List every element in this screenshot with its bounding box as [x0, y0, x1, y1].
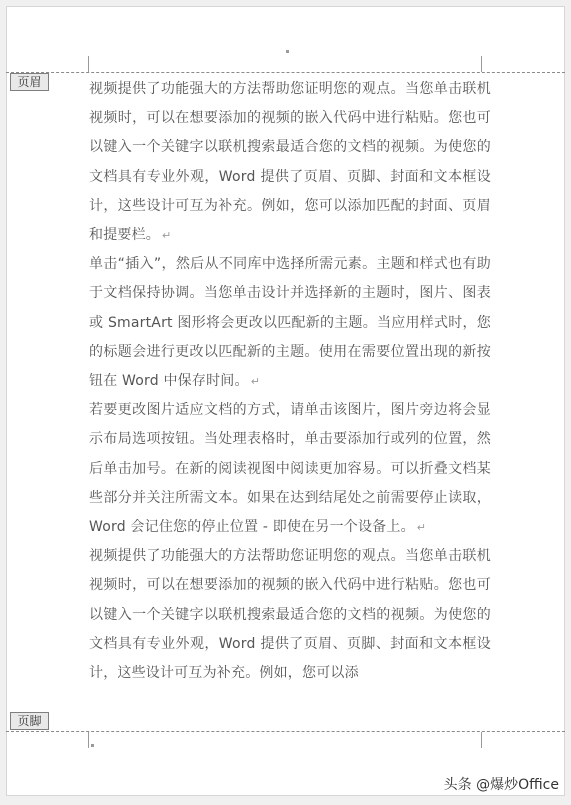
document-body[interactable]	[89, 75, 491, 719]
paragraph[interactable]: 视频提供了功能强大的方法帮助您证明您的观点。当您单击联机视频时，可以在想要添加的视频的嵌入代码中进行粘贴。您也可以键入一个关键字以联机搜索最适合您的文档的视频。为使您的文档具有专业外观，Word 提供了页眉、页脚、封面和文本框设计，这些设计可互为补充。例如，您可以添加匹配的封面、页眉和提要栏。 ↵	[89, 81, 491, 244]
crop-mark-top-left	[88, 56, 89, 72]
header-boundary-line	[6, 72, 565, 73]
paragraph-mark-icon: ↵	[416, 521, 427, 535]
paragraph[interactable]: 单击“插入”，然后从不同库中选择所需元素。主题和样式也有助于文档保持协调。当您单击设计并选择新的主题时，图片、图表或 SmartArt 图形将会更改以匹配新的主题。当应用样式时，您的标题会进行更改以匹配新的主题。使用在需要位置出现的新按钮在 Word 中保存时间。 ↵	[89, 256, 491, 390]
crop-mark-bottom-left	[88, 732, 89, 748]
footer-label[interactable]: 页脚	[10, 712, 49, 730]
header-anchor-mark	[286, 50, 289, 53]
crop-mark-bottom-right	[481, 732, 482, 748]
crop-mark-top-right	[481, 56, 482, 72]
footer-anchor-mark	[91, 744, 94, 747]
paragraph-mark-icon: ↵	[250, 375, 261, 389]
watermark-text: 头条 @爆炒Office	[443, 777, 559, 793]
paragraph[interactable]: 若要更改图片适应文档的方式，请单击该图片，图片旁边将会显示布局选项按钮。当处理表格时，单击要添加行或列的位置，然后单击加号。在新的阅读视图中阅读更加容易。可以折叠文档某些部分并关注所需文本。如果在达到结尾处之前需要停止读取，Word 会记住您的停止位置 - 即使在另一个设备上。 ↵	[89, 402, 491, 536]
paragraph-mark-icon: ↵	[162, 229, 172, 243]
paragraph[interactable]: 视频提供了功能强大的方法帮助您证明您的观点。当您单击联机视频时，可以在想要添加的视频的嵌入代码中进行粘贴。您也可以键入一个关键字以联机搜索最适合您的文档的视频。为使您的文档具有专业外观，Word 提供了页眉、页脚、封面和文本框设计，这些设计可互为补充。例如，您可以添	[89, 548, 491, 682]
header-label[interactable]: 页眉	[10, 73, 49, 91]
